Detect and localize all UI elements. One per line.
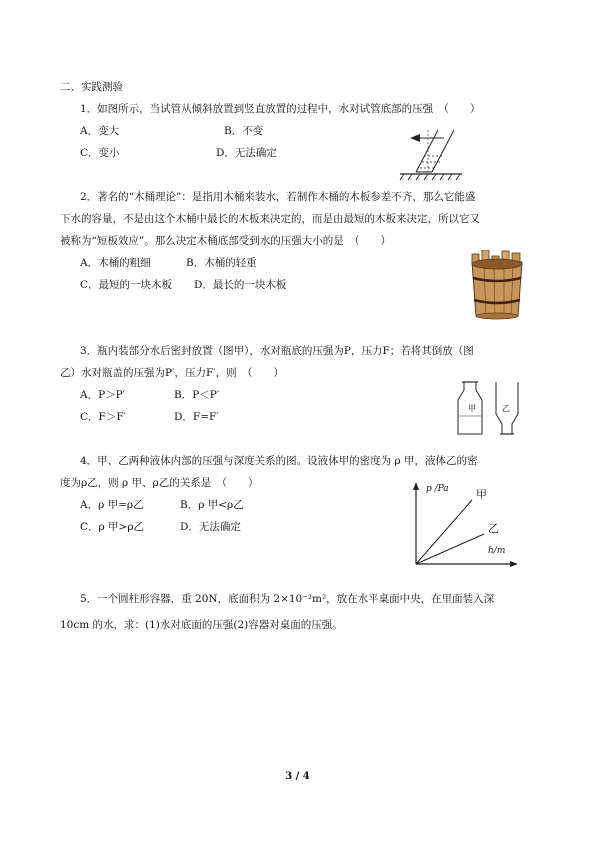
graph-x-label: h/m [488, 546, 506, 556]
graph-series-yi: 乙 [488, 522, 499, 535]
q3-line-2: 乙）水对瓶盖的压强为P′，压力F′，则 （ ） [60, 367, 284, 379]
q4-option-b: B．ρ 甲<ρ乙 [180, 499, 244, 511]
q5-line-1: 5．一个圆柱形容器，重 20N，底面积为 2×10⁻²m²，放在水平桌面中央，在里面装入深 [80, 593, 495, 605]
page-number: 3 / 4 [285, 771, 310, 782]
q1-option-c: C．变小 [80, 147, 120, 159]
q5-line-2: 10cm 的水，求：(1)水对底面的压强(2)容器对桌面的压强。 [60, 619, 343, 631]
q3-option-b: B．P＜P′ [174, 389, 220, 401]
q2-option-c: C．最短的一块木板 [80, 279, 173, 291]
bottle-label-yi: 乙 [502, 404, 510, 413]
q3-option-a: A．P＞P′ [80, 389, 126, 401]
q3-line-1: 3．瓶内装部分水后密封放置（图甲），水对瓶底的压强为P，压力F；若将其倒放（图 [80, 345, 474, 357]
wooden-bucket-image [464, 250, 530, 320]
section-title: 二、实践测验 [60, 81, 123, 93]
q1-option-a: A．变大 [80, 125, 120, 137]
q2-option-a: A．木桶的粗细 [80, 257, 151, 269]
q4-line-1: 4．甲、乙两种液体内部的压强与深度关系的图。设液体甲的密度为 ρ 甲，液体乙的密 [80, 455, 478, 467]
graph-y-label: p /Pa [426, 484, 449, 494]
q4-option-c: C．ρ 甲>ρ乙 [80, 521, 145, 533]
bottle-label-jia: 甲 [468, 404, 476, 413]
graph-series-jia: 甲 [476, 488, 487, 501]
q1-stem: 1．如图所示，当试管从倾斜放置到竖直放置的过程中，水对试管底部的压强 （ ） [80, 103, 481, 115]
test-tube-figure [398, 128, 478, 184]
q2-line-3: 被称为“短板效应”。那么决定木桶底部受到水的压强大小的是 （ ） [60, 235, 391, 247]
q2-option-d: D．最长的一块木板 [194, 279, 287, 291]
q1-option-b: B．不变 [224, 125, 264, 137]
bottle-figure [454, 380, 524, 438]
q1-option-d: D．无法确定 [216, 147, 277, 159]
q4-option-d: D．无法确定 [180, 521, 241, 533]
q2-option-b: B．木桶的轻重 [186, 257, 257, 269]
q2-line-2: 下水的容量，不是由这个木桶中最长的木板来决定的，而是由最短的木板来决定，所以它又 [60, 213, 480, 225]
q3-option-d: D．F=F′ [174, 411, 219, 423]
q2-line-1: 2．著名的“木桶理论”：是指用木桶来装水，若制作木桶的木板参差不齐，那么它能盛 [80, 191, 476, 203]
q4-option-a: A．ρ 甲=ρ乙 [80, 499, 144, 511]
q3-option-c: C．F＞F′ [80, 411, 126, 423]
q4-line-2: 度为ρ乙，则 ρ 甲、ρ乙的关系是 （ ） [60, 477, 259, 489]
pressure-depth-graph [410, 480, 520, 570]
